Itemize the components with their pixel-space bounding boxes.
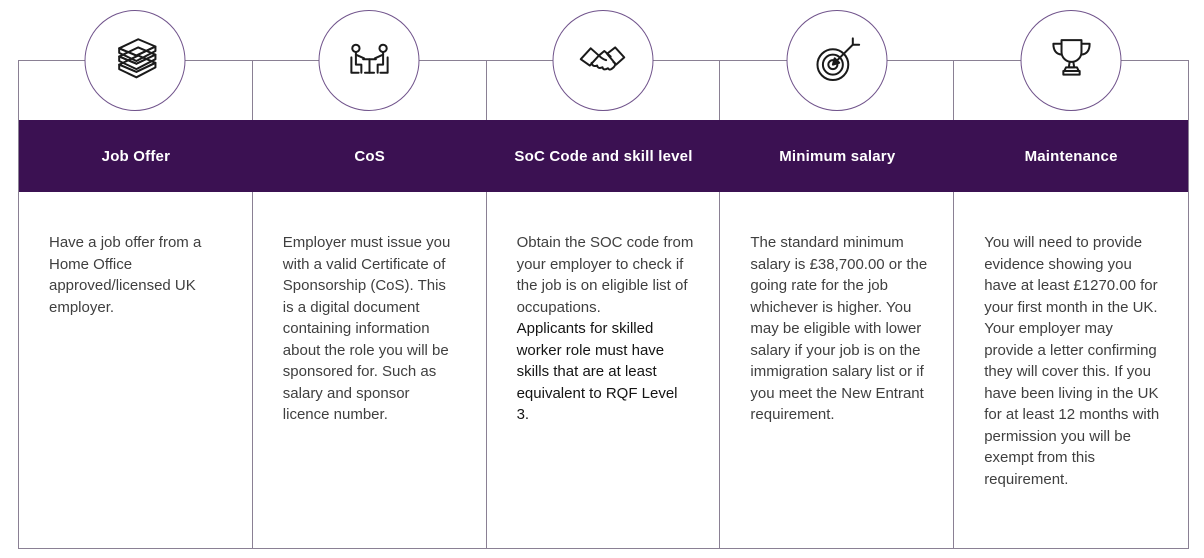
icon-cell-maintenance [954,61,1188,120]
target-icon [808,32,866,90]
column-title-maintenance [954,120,1188,192]
column-body-minimum-salary [720,192,954,548]
body-text: Have a job offer from a Home Office approved/licensed UK employer. [49,234,202,316]
icon-row [19,61,1188,120]
icon-circle [786,10,887,111]
body-row [19,192,1188,548]
column-body-cos [253,192,487,548]
body-text: You will need to provide evidence showing you have at least £1270.00 for your first month in the UK. Your employer may provide a letter confirming they will cover this. If you have been living in the UK for at least 12 months with permission you will be exempt from this requirement. [984,234,1160,488]
column-title-label: Job Offer [101,147,171,165]
icon-circle [85,10,186,111]
icon-cell-soc-code [487,61,721,120]
books-icon [106,32,164,90]
header-band [19,120,1188,192]
icon-circle [1021,10,1122,111]
column-title-cos [253,120,487,192]
column-title-label: Maintenance [1024,147,1118,165]
column-body-job-offer [19,192,253,548]
requirements-table [18,60,1189,549]
icon-cell-job-offer [19,61,253,120]
trophy-icon [1042,32,1100,90]
meeting-icon [340,32,398,90]
body-text: Obtain the SOC code from your employer to check if the job is on eligible list of occupations. [516,234,694,316]
column-body-soc-code [487,192,721,548]
handshake-icon [574,32,632,90]
icon-circle [319,10,420,111]
column-title-label: SoC Code and skill level [514,147,693,165]
column-title-minimum-salary [720,120,954,192]
body-text: The standard minimum salary is £38,700.00 or the going rate for the job whichever is higher. You may be eligible with lower salary if your job is on the immigration salary list or if you meet the New Entrant requirement. [750,234,928,423]
body-text: Employer must issue you with a valid Certificate of Sponsorship (CoS). This is a digital document containing information about the role you will be sponsored for. Such as salary and sponsor licence number. [282,234,451,423]
column-title-label: CoS [354,147,385,165]
icon-cell-minimum-salary [720,61,954,120]
column-body-maintenance [954,192,1188,548]
icon-cell-cos [253,61,487,120]
icon-circle [552,10,653,111]
body-text-emphasis: Applicants for skilled worker role must have skills that are at least equivalent to RQF Level 3. [516,320,678,423]
column-title-job-offer [19,120,253,192]
column-title-soc-code [487,120,721,192]
column-title-label: Minimum salary [779,147,896,165]
